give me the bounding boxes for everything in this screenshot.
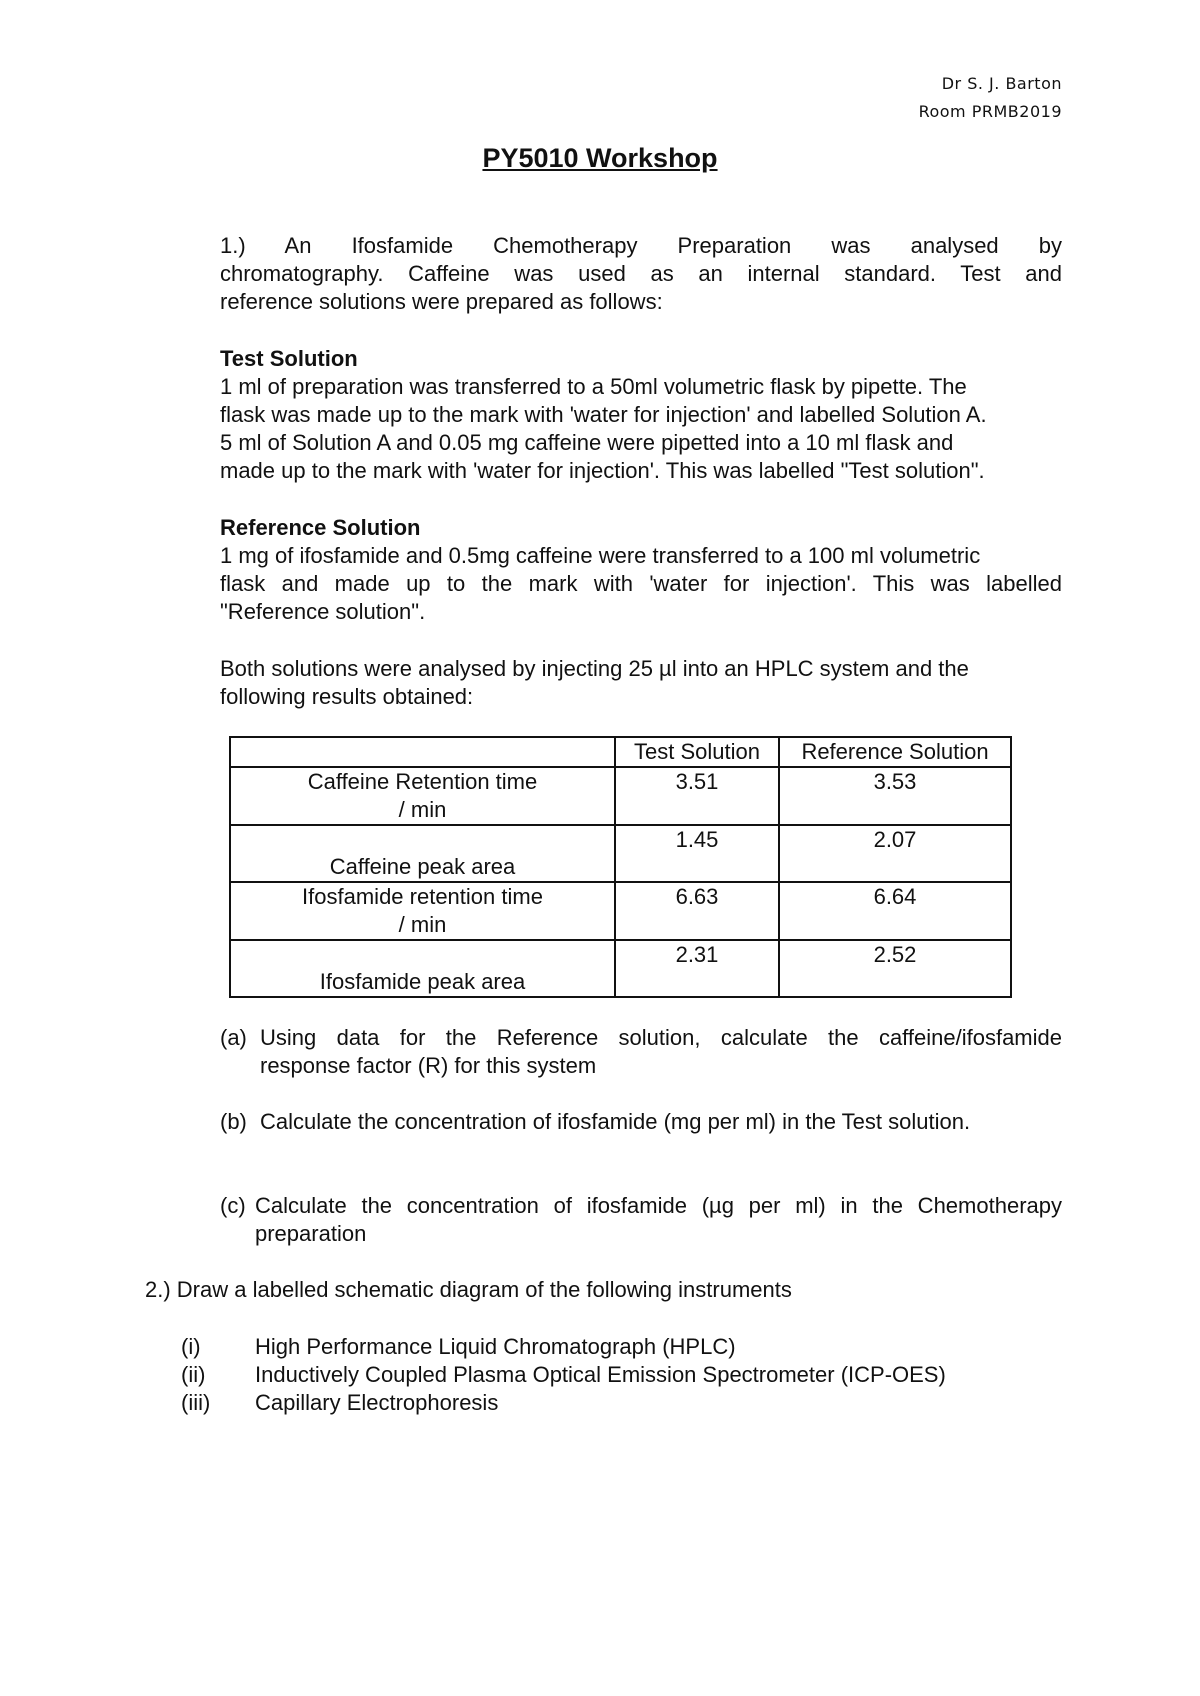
part-b <box>220 1108 1062 1136</box>
row-label-line1: Ifosfamide retention time <box>302 884 543 909</box>
part-c-line2: preparation <box>255 1221 367 1246</box>
table-row <box>230 940 1011 997</box>
test-solution-line4: made up to the mark with 'water for injection'. This was labelled "Test solution". <box>220 458 985 483</box>
row-label: Ifosfamide peak area <box>230 940 615 997</box>
test-value: 6.63 <box>615 882 779 940</box>
list-item-text: High Performance Liquid Chromatograph (HPLC) <box>255 1334 736 1359</box>
q1-intro-line3: reference solutions were prepared as follows: <box>220 289 663 314</box>
list-item-text: Capillary Electrophoresis <box>255 1390 499 1415</box>
test-solution-heading: Test Solution <box>220 346 358 371</box>
reference-value: 2.07 <box>779 825 1011 882</box>
reference-solution-line3: "Reference solution". <box>220 599 426 624</box>
part-a <box>220 1024 1062 1080</box>
table-header-row <box>230 737 1011 767</box>
reference-value: 6.64 <box>779 882 1011 940</box>
part-a-mark: (a) <box>220 1025 247 1050</box>
table-header-test: Test Solution <box>615 737 779 767</box>
table-row <box>230 825 1011 882</box>
reference-solution-heading: Reference Solution <box>220 515 421 540</box>
test-solution-line2: flask was made up to the mark with 'water for injection' and labelled Solution A. <box>220 402 987 427</box>
part-c <box>220 1192 1062 1248</box>
reference-solution-line1: 1 mg of ifosfamide and 0.5mg caffeine were transferred to a 100 ml volumetric <box>220 543 981 568</box>
row-label <box>230 767 615 825</box>
table-header-reference: Reference Solution <box>779 737 1011 767</box>
test-value: 2.31 <box>615 940 779 997</box>
test-value: 1.45 <box>615 825 779 882</box>
author-name: Dr S. J. Barton <box>941 74 1062 93</box>
table-row <box>230 882 1011 940</box>
row-label: Caffeine peak area <box>230 825 615 882</box>
table-row <box>230 767 1011 825</box>
part-c-mark: (c) <box>220 1193 246 1218</box>
part-b-mark: (b) <box>220 1109 247 1134</box>
reference-solution-line2: flask and made up to the mark with 'water for injection'. This was labelled <box>220 571 1062 596</box>
part-a-line2: response factor (R) for this system <box>260 1053 597 1078</box>
reference-value: 2.52 <box>779 940 1011 997</box>
q1-intro-line1: 1.) An Ifosfamide Chemotherapy Preparation was analysed by <box>220 233 1062 258</box>
list-item-number: (iii) <box>181 1390 211 1415</box>
part-b-line1: Calculate the concentration of ifosfamide (mg per ml) in the Test solution. <box>260 1109 971 1134</box>
list-item-text: Inductively Coupled Plasma Optical Emission Spectrometer (ICP-OES) <box>255 1362 946 1387</box>
list-item-number: (ii) <box>181 1362 206 1387</box>
row-label <box>230 882 615 940</box>
results-table <box>229 736 1012 998</box>
reference-value: 3.53 <box>779 767 1011 825</box>
test-value: 3.51 <box>615 767 779 825</box>
q1-intro-line2: chromatography. Caffeine was used as an internal standard. Test and <box>220 261 1062 286</box>
list-item-number: (i) <box>181 1334 201 1359</box>
test-solution-line1: 1 ml of preparation was transferred to a 50ml volumetric flask by pipette. The <box>220 374 967 399</box>
row-label-line2: / min <box>398 797 447 822</box>
part-a-line1: Using data for the Reference solution, calculate the caffeine/ifosfamide <box>260 1025 1062 1050</box>
analysis-line1: Both solutions were analysed by injecting 25 µl into an HPLC system and the <box>220 656 969 681</box>
table-header-blank <box>230 737 615 767</box>
part-c-line1: Calculate the concentration of ifosfamide (µg per ml) in the Chemotherapy <box>255 1193 1062 1218</box>
row-label-line2: / min <box>398 912 447 937</box>
room-number: Room PRMB2019 <box>918 102 1062 121</box>
page-title: PY5010 Workshop <box>482 143 718 173</box>
author-header <box>919 70 1062 126</box>
analysis-line2: following results obtained: <box>220 684 474 709</box>
q2-intro: 2.) Draw a labelled schematic diagram of the following instruments <box>145 1277 792 1302</box>
row-label-line1: Caffeine Retention time <box>307 769 538 794</box>
test-solution-line3: 5 ml of Solution A and 0.05 mg caffeine were pipetted into a 10 ml flask and <box>220 430 954 455</box>
